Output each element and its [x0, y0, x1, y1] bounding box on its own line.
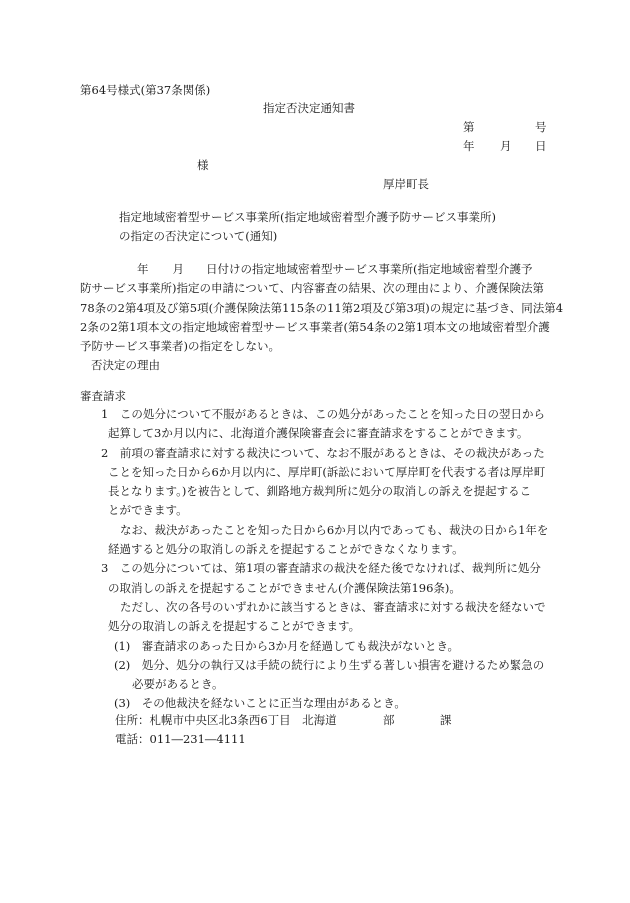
issuer-name: 厚岸町長 [383, 177, 429, 191]
body-line: 2条の2第1項本文の指定地域密着型サービス事業者(第54条の2第1項本文の地域密着型介護 [80, 319, 550, 334]
review-line: 2 前項の審査請求に対する裁決について、なお不服があるときは、その裁決があった [101, 445, 545, 460]
review-line: (3) その他裁決を経ないことに正当な理由があるとき。 [114, 696, 406, 711]
review-line: 処分の取消しの訴えを提起することができます。 [108, 619, 361, 634]
review-line: の取消しの訴えを提起することができません(介護保険法第196条)。 [108, 580, 461, 595]
review-heading: 審査請求 [80, 389, 126, 403]
contact-phone: 電話：011―231―4111 [115, 732, 246, 746]
body-line-1-rest: 日付けの指定地域密着型サービス事業所(指定地域密着型介護予 [206, 262, 533, 276]
contact-address: 住所：札幌市中央区北3条西6丁目 北海道 [115, 713, 337, 727]
addressee-suffix: 様 [197, 158, 209, 172]
contact-dept: 部 [383, 713, 395, 727]
review-line: 経過すると処分の取消しの訴えを提起することができなくなります。 [108, 542, 464, 557]
review-block [80, 405, 560, 714]
date-day: 日 [535, 139, 547, 153]
review-line: 1 この処分について不服があるときは、この処分があったことを知った日の翌日から [101, 407, 545, 421]
body-year: 年 [137, 262, 149, 276]
form-number: 第64号様式(第37条関係) [80, 83, 211, 97]
review-line: 必要があるとき。 [132, 677, 224, 692]
subject-line-2: の指定の否決定について(通知) [119, 229, 278, 243]
document-title: 指定否決定通知書 [263, 101, 355, 115]
review-line: ことを知った日から6か月以内に、厚岸町(訴訟において厚岸町を代表する者は厚岸町 [108, 464, 546, 479]
body-month: 月 [172, 262, 184, 276]
number-prefix: 第 [463, 120, 475, 134]
review-line: (2) 処分、処分の執行又は手続の続行により生ずる著しい損害を避けるため緊急の [114, 657, 545, 672]
review-line: ただし、次の各号のいずれかに該当するときは、審査請求に対する裁決を経ないで [120, 599, 546, 614]
body-line: 予防サービス事業者)の指定をしない。 [80, 339, 280, 354]
review-line: 起算して3か月以内に、北海道介護保険審査会に審査請求をすることができます。 [108, 426, 529, 441]
body-line: 78条の2第4項及び第5項(介護保険法第115条の11第2項及び第3項)の規定に基づき、同法第4 [80, 300, 564, 315]
review-line: (1) 審査請求のあった日から3か月を経過しても裁決がないとき。 [114, 638, 460, 653]
body-paragraph [80, 260, 564, 376]
body-line: 防サービス事業所)指定の申請について、内容審査の結果、次の理由により、介護保険法第 [80, 281, 545, 296]
review-line: なお、裁決があったことを知った日から6か月以内であっても、裁決の日から1年を [120, 522, 549, 537]
review-line: 長となります。)を被告として、釧路地方裁判所に処分の取消しの訴えを提起するこ [108, 484, 532, 499]
contact-section: 課 [440, 713, 452, 727]
subject-line-1: 指定地域密着型サービス事業所(指定地域密着型介護予防サービス事業所) [119, 210, 496, 224]
body-line [80, 260, 560, 279]
date-month: 月 [500, 139, 512, 153]
review-line: 3 この処分については、第1項の審査請求の裁決を経た後でなければ、裁判所に処分 [101, 561, 541, 576]
date-year: 年 [463, 139, 475, 153]
reason-label: 否決定の理由 [91, 358, 160, 373]
review-line: とができます。 [108, 503, 188, 518]
number-suffix: 号 [535, 120, 547, 134]
